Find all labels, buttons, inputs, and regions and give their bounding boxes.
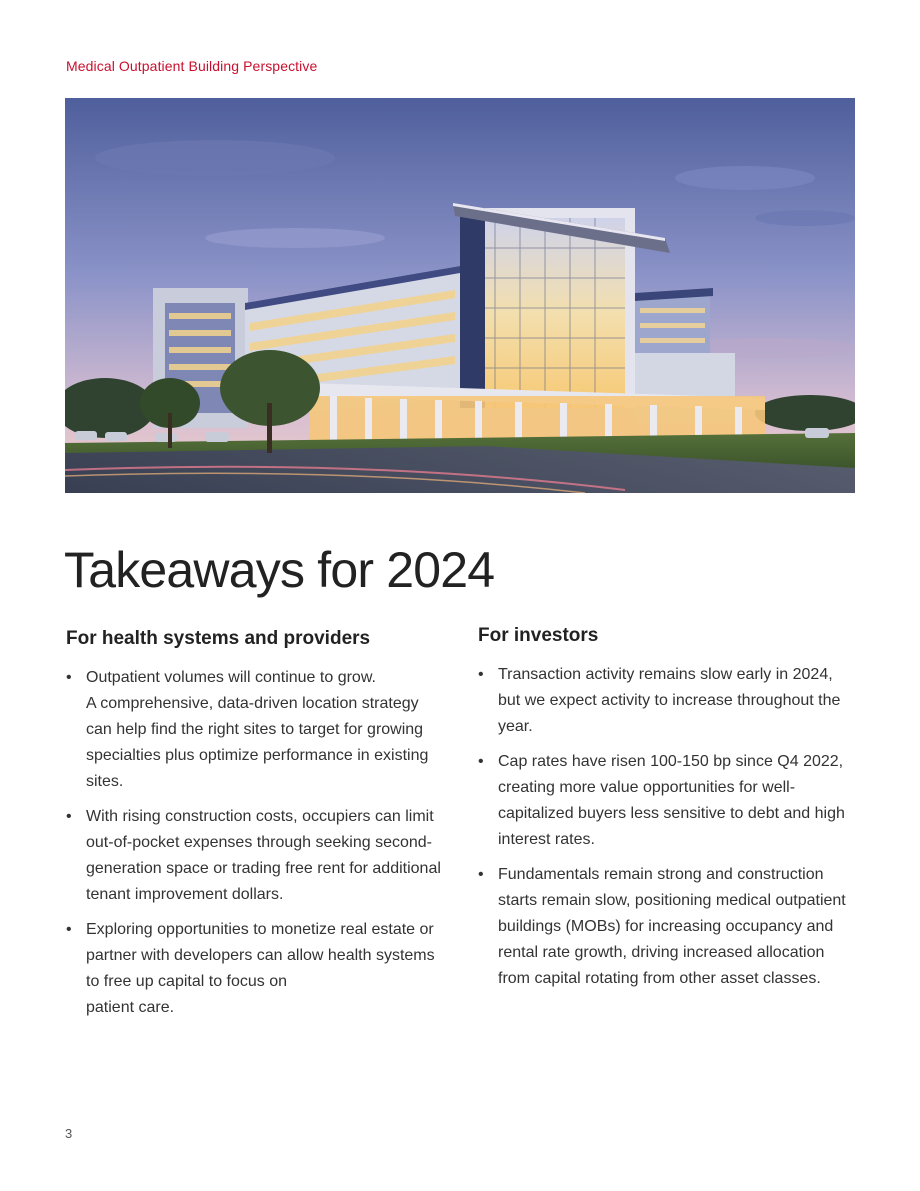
- investors-section: [478, 622, 850, 1001]
- list-item: • Exploring opportunities to monetize real estate or partner with developers can allow health systems to free up capital to focus on patient care.: [66, 917, 446, 1021]
- hero-building-image: [65, 98, 855, 493]
- investors-bullet-list: [478, 662, 850, 992]
- list-item: • With rising construction costs, occupiers can limit out-of-pocket expenses through seeking second-generation space or trading free rent for additional tenant improvement dollars.: [66, 804, 446, 908]
- section-heading-health-systems: For health systems and providers: [66, 628, 371, 649]
- page-number: 3: [65, 1126, 73, 1141]
- page-title: Takeaways for 2024: [64, 542, 495, 598]
- document-header-label: Medical Outpatient Building Perspective: [66, 58, 318, 74]
- health-systems-bullet-list: [66, 665, 446, 1021]
- section-heading-investors: For investors: [478, 625, 599, 646]
- list-item: • Transaction activity remains slow early in 2024, but we expect activity to increase throughout the year.: [478, 662, 850, 740]
- list-item: • Outpatient volumes will continue to grow. A comprehensive, data-driven location strategy can help find the right sites to target for growing specialties plus optimize performance in existing sites.: [66, 665, 446, 795]
- list-item: • Fundamentals remain strong and construction starts remain slow, positioning medical outpatient buildings (MOBs) for increasing occupancy and rental rate growth, driving increased allocation from capital rotating from other asset classes.: [478, 862, 850, 992]
- building-illustration-icon: [65, 98, 855, 493]
- health-systems-section: [66, 625, 446, 1030]
- list-item: • Cap rates have risen 100-150 bp since Q4 2022, creating more value opportunities for well-capitalized buyers less sensitive to debt and high interest rates.: [478, 749, 850, 853]
